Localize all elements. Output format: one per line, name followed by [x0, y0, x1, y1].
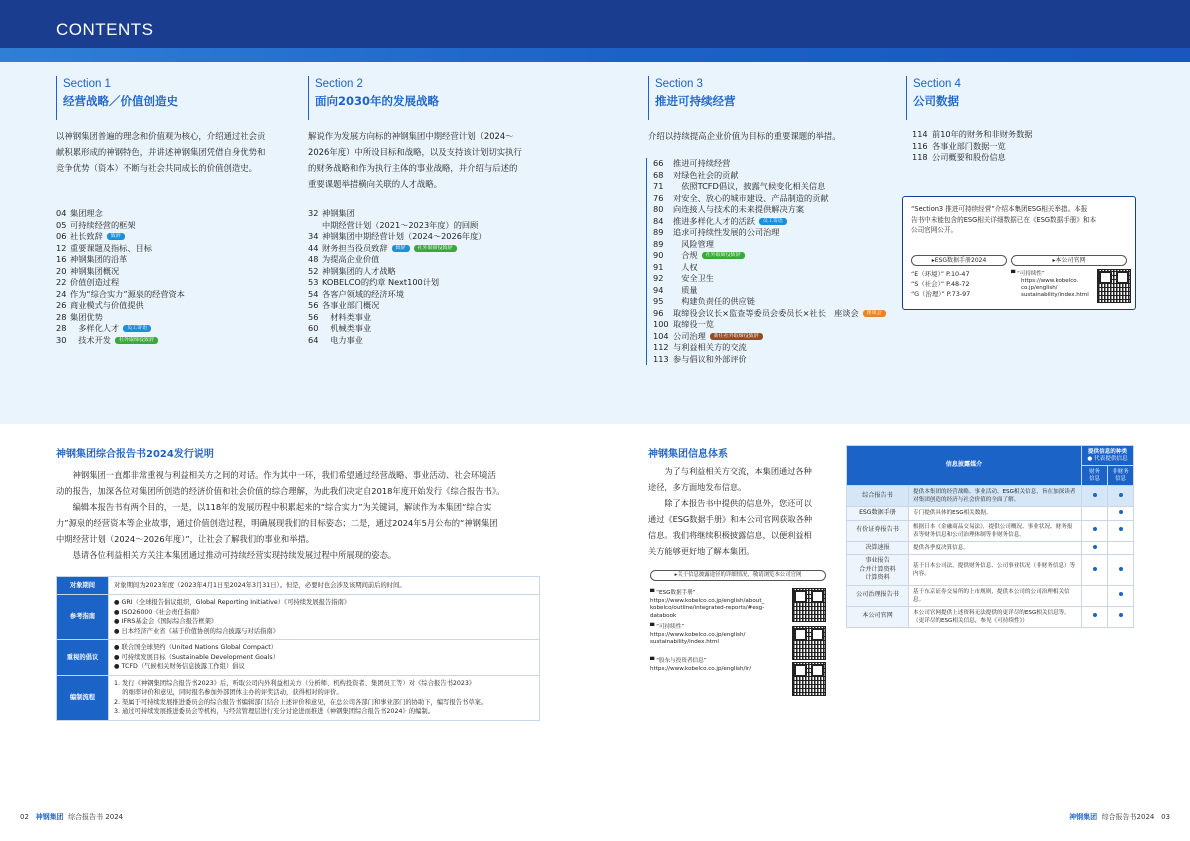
- table-row: 本公司官网 本公司官网提供上述资料无法提供的更详尽的ESG相关信息等。（更详尽的ESG相关信息，参见《可持续性》）: [847, 606, 1134, 627]
- toc-item[interactable]: [56, 266, 185, 278]
- toc-item[interactable]: [308, 231, 487, 243]
- info-links: [650, 590, 790, 673]
- toc-page-number: 12: [56, 242, 67, 253]
- toc-item[interactable]: [653, 193, 886, 205]
- toc-page-number: 34: [308, 231, 319, 241]
- toc-item[interactable]: [308, 300, 487, 312]
- toc-page-number: 26: [56, 300, 67, 310]
- qr-code-icon: [792, 588, 826, 622]
- table-row: 公司治理报告书 基于东京证券交易所的上市规则，提供本公司的公司治理相关信息。: [847, 585, 1134, 606]
- section-1-description: 以神钢集团普遍的理念和价值观为核心，介绍通过社会贡 献积累形成的神钢特色，并讲述神钢集团凭借自身优势和 竞争优势（资本）不断与社会共同成长的价值创造史。: [56, 131, 266, 173]
- toc-label: 各事业部门数据一览: [932, 140, 1006, 151]
- table-row: 参考指南 ● GRI（全球报告倡议组织，Global Reporting Initiative）《可持续发展报告指南》 ● ISO26000《社会责任指南》 ● IFRS基金会《国际综合报告框架》 ● 日本经济产业省《基于价值协创的综合披露与对话指南》: [57, 595, 540, 640]
- qr-code-icon: [792, 662, 826, 696]
- toc-item[interactable]: [308, 312, 487, 324]
- toc-page-number: 44: [308, 242, 319, 253]
- section-label: Section 1: [63, 78, 111, 90]
- header-bar: [0, 0, 1190, 48]
- issue-title: 神钢集团综合报告书2024发行说明: [56, 449, 214, 460]
- table-row: 有价证券报告书 根据日本《金融商品交易法》，提供公司概况、事业状况、财务报表等财务信息和公司治理体制等非财务信息。: [847, 520, 1134, 541]
- toc-badge: 员工寄语: [759, 218, 787, 225]
- toc-badge: 致辞: [107, 233, 125, 240]
- toc-item[interactable]: [653, 296, 886, 308]
- section-title: 推进可持续经营: [655, 94, 736, 108]
- info-system-body: 为了与利益相关方交流，本集团通过各种 途径，多方面地发布信息。 除了本报告书中提供的信息外，您还可以 通过《ESG数据手册》和本公司官网获取各种 信息。我们将继续积极披露信息，以便利益相 关方能够更好地了解本集团。: [648, 466, 813, 556]
- toc-label: 集团优势: [70, 311, 103, 322]
- toc-item[interactable]: [56, 277, 185, 289]
- page-number: 02: [20, 813, 29, 821]
- toc-label: 对安全、放心的城市建设、产品制造的贡献: [673, 192, 829, 203]
- toc-item[interactable]: [56, 243, 185, 255]
- table-row: ESG数据手册 专门提供具体的ESG相关数据。: [847, 507, 1134, 521]
- toc-page-number: 90: [653, 250, 664, 260]
- section-2: [308, 76, 542, 120]
- toc-label: 推进可持续经营: [673, 158, 731, 168]
- table-row: 重视的倡议 ● 联合国全球契约（United Nations Global Compact） ● 可持续发展目标（Sustainable Development Goals） ● TCFD（气候相关财务信息披露工作组）倡议: [57, 640, 540, 676]
- toc-page-number: 116: [912, 140, 928, 151]
- section-label: Section 3: [655, 78, 703, 90]
- toc-page-number: 56: [308, 311, 319, 322]
- toc-label: 风险管理: [673, 238, 714, 249]
- toc-label: 各事业部门概况: [322, 300, 380, 310]
- page-number: 03: [1161, 813, 1170, 821]
- section-title: 面向2030年的发展战略: [315, 94, 440, 108]
- toc-label: 构建负责任的供应链: [673, 296, 755, 306]
- table-row: 编制流程 1. 发行《神钢集团综合报告书2023》后，听取公司内外利益相关方（分析师、机构投资者、集团员工等）对《综合报告书2023》 的细率评价和意见，同时报名参加外部团体主办的评奖活动，获得相对的评价。 2. 渠属于可持续发展推进委员会的综合报告书编辑部门结合上述评价和意见，在总公司各部门和事业部门的协助下，编写报告书草案。 3. 通过可持续发展推进委员会等机构，与经营管理层进行充分讨论进而推进《神钢集团综合报告书2024》的编制。: [57, 675, 540, 720]
- monitor-icon: ▀: [1011, 271, 1016, 277]
- provided-dot-icon: [1093, 613, 1097, 617]
- toc-section-4: [912, 129, 1032, 164]
- toc-item[interactable]: [653, 216, 886, 228]
- toc-label: 技术开发: [70, 334, 111, 345]
- toc-label: 人权: [673, 261, 698, 272]
- toc-page-number: 22: [56, 277, 67, 287]
- toc-item[interactable]: [56, 335, 185, 347]
- toc-page-number: 32: [308, 208, 319, 218]
- esg-databook-url[interactable]: ▀ “ESG数据手册” https://www.kobelco.co.jp/english/about_ kobelco/outline/integrated-reports/#esg- databook: [650, 590, 765, 619]
- toc-item[interactable]: [653, 262, 886, 274]
- monitor-icon: ▀: [650, 624, 655, 630]
- footer-right: 神钢集团 综合报告书2024 03: [1069, 813, 1170, 821]
- toc-item[interactable]: [56, 208, 185, 220]
- toc-section-2: [308, 208, 487, 346]
- toc-item[interactable]: [308, 323, 487, 335]
- monitor-icon: ▀: [650, 658, 655, 664]
- footer-left: 02 神钢集团 综合报告书 2024: [20, 813, 124, 821]
- header-band: [0, 48, 1190, 62]
- toc-item[interactable]: [912, 141, 1032, 153]
- toc-page-number: 05: [56, 219, 67, 230]
- monitor-icon: ▀: [650, 590, 655, 596]
- toc-page-number: 64: [308, 334, 319, 345]
- toc-item[interactable]: [653, 227, 886, 239]
- toc-label: 公司概要和股份信息: [932, 152, 1006, 162]
- toc-page-number: 118: [912, 152, 928, 162]
- toc-badge: 新任社外取缔役致辞: [710, 333, 763, 340]
- toc-label: 中期经营计划（2021～2023年度）的回顾: [322, 219, 479, 230]
- toc-item[interactable]: [653, 354, 886, 366]
- toc-label: 材料类事业: [322, 311, 372, 322]
- toc-label: 商业模式与价值提供: [70, 300, 144, 310]
- toc-label: 财务担当役员致辞: [322, 242, 388, 253]
- toc-label: 神钢集团的沿革: [70, 254, 128, 264]
- toc-page-number: 89: [653, 238, 664, 249]
- toc-section-3: [646, 158, 886, 365]
- toc-page-number: 84: [653, 215, 664, 226]
- info-system-title: 神钢集团信息体系: [648, 449, 728, 460]
- toc-page-number: 06: [56, 231, 67, 241]
- toc-item[interactable]: [653, 204, 886, 216]
- toc-label: 多样化人才: [70, 323, 120, 333]
- toc-label: 前10年的财务和非财务数据: [932, 129, 1033, 139]
- section-1: [56, 76, 290, 120]
- toc-item[interactable]: [56, 312, 185, 324]
- toc-label: 神钢集团概况: [70, 265, 120, 276]
- toc-label: 电力事业: [322, 334, 363, 345]
- toc-item[interactable]: [56, 300, 185, 312]
- info-media-table: 信息披露媒介 提供信息的种类 ● 代表提供信息 财务 信息 非财务 信息 综合报告书 提供本集团的经营战略、事业活动、ESG相关信息，旨在加深读者对集团创造的经济与社会价值的全面了解。 ESG数据手册 专门提供具体的ESG相关数据。 有价证券报告书 根据日本《金融商品交易法》，提供公司概况、事业状况、财务报表等财务信息和公司治理体制等非财务信息。 决算速报 提供各季度决算信息。 事业报告 合并计算资料 计算资料 基于日本公司法，提供财务信息、公司事业状况（非财务信息）等内容。 公司治理报告书 基于东京证券交易所的上市规则，提供本公司的公司治理相关信息。 本公司官网 本公司官网提供上述资料无法提供的更详尽的ESG相关信息等。（更详尽的ESG相关信息，参见《可持续性》）: [846, 445, 1134, 628]
- provided-dot-icon: [1093, 527, 1097, 531]
- note-text: “Section3 推进可持续经营”介绍本集团ESG相关举措。本报 告书中未能包含的ESG相关详细数据已在《ESG数据手册》和本 公司官网公开。: [911, 205, 1097, 234]
- provided-dot-icon: [1119, 592, 1123, 596]
- toc-item[interactable]: [653, 239, 886, 251]
- toc-label: 追求可持续性发展的公司治理: [673, 227, 780, 237]
- toc-page-number: 71: [653, 181, 664, 191]
- toc-badge: 座谈会: [863, 310, 886, 317]
- table-row: 综合报告书 提供本集团的经营战略、事业活动、ESG相关信息，旨在加深读者对集团创造的经济与社会价值的全面了解。: [847, 486, 1134, 507]
- toc-item[interactable]: [653, 285, 886, 297]
- toc-label: 神钢集团的人才战略: [322, 265, 396, 276]
- toc-item[interactable]: [308, 266, 487, 278]
- toc-item[interactable]: [653, 331, 886, 343]
- toc-label: 集团理念: [70, 208, 103, 218]
- toc-page-number: 89: [653, 227, 664, 237]
- toc-item[interactable]: [653, 170, 886, 182]
- toc-label: 社长致辞: [70, 231, 103, 241]
- toc-label: 向连接人与技术的未来提供解决方案: [673, 204, 805, 214]
- section-label: Section 2: [315, 78, 363, 90]
- section-3: [648, 76, 882, 120]
- toc-page-number: 92: [653, 273, 664, 283]
- toc-item[interactable]: [653, 250, 886, 262]
- toc-item[interactable]: [653, 273, 886, 285]
- toc-label: 推进多样化人才的活跃: [673, 215, 755, 226]
- toc-badge: 致辞: [392, 245, 410, 252]
- toc-label: 重要课题及指标、目标: [70, 242, 152, 253]
- toc-item[interactable]: [653, 342, 886, 354]
- toc-page-number: 96: [653, 307, 664, 318]
- toc-badge: 员工寄语: [123, 325, 151, 332]
- toc-badge: 社外取缔役致辞: [115, 337, 158, 344]
- table-row: 决算速报 提供各季度决算信息。: [847, 541, 1134, 555]
- toc-label: 公司治理: [673, 330, 706, 341]
- toc-page-number: 16: [56, 254, 67, 264]
- toc-item[interactable]: [308, 243, 487, 255]
- section-label: Section 4: [913, 78, 961, 90]
- table-row: 事业报告 合并计算资料 计算资料 基于日本公司法，提供财务信息、公司事业状况（非财务信息）等内容。: [847, 555, 1134, 586]
- toc-label: 取缔役一览: [673, 319, 714, 329]
- toc-page-number: 28: [56, 311, 67, 322]
- section-title: 公司数据: [913, 94, 959, 108]
- toc-page-number: 30: [56, 334, 67, 345]
- sustainability-url[interactable]: ▀ “可持续性” https://www.kobelco.co.jp/english/ sustainability/index.html: [650, 624, 746, 645]
- toc-label: KOBELCO的约章 Next100计划: [322, 277, 440, 287]
- toc-item[interactable]: [308, 220, 487, 232]
- toc-label: 可持续经营的框架: [70, 219, 136, 230]
- toc-page-number: 100: [653, 319, 669, 329]
- provided-dot-icon: [1119, 567, 1123, 571]
- qr-code-icon: [1097, 269, 1131, 303]
- toc-item[interactable]: [653, 319, 886, 331]
- toc-page-number: 28: [56, 323, 67, 333]
- toc-label: 各客户领域的经济环境: [322, 288, 404, 299]
- toc-page-number: 114: [912, 129, 928, 139]
- issue-body: 神钢集团一直都非常重视与利益相关方之间的对话。作为其中一环，我们希望通过经营战略、事业活动、社会环境活 动的报告，加深各位对集团所创造的经济价值和社会价值的综合理解，为此我们决定自2018年度开始发行《综合报告书》。 编辑本报告书有两个目的，一是，以118年的发展历程中积累起来的“综合实力”为关键词，解读作为本集团“综合实 力”源泉的经营资本等企业故事，通过价值创造过程，明确展现我们的目标姿态；二是，通过2024年5月公布的“神钢集团 中期经营计划（2024～2026年度）”，让社会了解我们的事业和举措。 恳请各位利益相关方关注本集团通过推动可持续经营实现持续发展过程中所展现的姿态。: [56, 470, 505, 560]
- ir-url[interactable]: ▀ “股东与投资者信息” https://www.kobelco.co.jp/english/ir/: [650, 658, 752, 672]
- toc-page-number: 52: [308, 265, 319, 276]
- company-website-link[interactable]: ▸本公司官网: [1011, 255, 1127, 266]
- toc-item[interactable]: [308, 277, 487, 289]
- toc-page-number: 66: [653, 158, 664, 168]
- toc-badge: 社外取缔役致辞: [702, 252, 745, 259]
- toc-item[interactable]: [912, 152, 1032, 164]
- toc-item[interactable]: [308, 208, 487, 220]
- toc-item[interactable]: [56, 220, 185, 232]
- toc-label: 神钢集团: [322, 208, 355, 218]
- toc-page-number: 48: [308, 254, 319, 264]
- toc-page-number: 112: [653, 342, 669, 352]
- toc-label: 参与倡议和外部评价: [673, 353, 747, 364]
- toc-item[interactable]: [308, 289, 487, 301]
- toc-label: 安全卫生: [673, 273, 714, 283]
- toc-page-number: 104: [653, 330, 669, 341]
- toc-page-number: 76: [653, 192, 664, 203]
- toc-page-number: 60: [308, 323, 319, 333]
- toc-label: 合规: [673, 250, 698, 260]
- toc-page-number: 20: [56, 265, 67, 276]
- toc-page-number: 80: [653, 204, 664, 214]
- qr-code-icon: [792, 626, 826, 660]
- toc-page-number: 04: [56, 208, 67, 218]
- toc-item[interactable]: [56, 289, 185, 301]
- section-2-description: 解说作为发展方向标的神钢集团中期经营计划（2024～ 2026年度）中所设目标和战略，以及支持该计划切实执行 的财务战略和作为执行主体的事业战略，并介绍与后述的 重要课题举措横向关联的人才战略。: [308, 131, 522, 189]
- toc-page-number: 68: [653, 169, 664, 180]
- section-3-description: 介绍以持续提高企业价值为目标的重要课题的举措。: [648, 131, 841, 141]
- info-website-link[interactable]: ▸关于信息披露途径的详细情况，敬请浏览本公司官网: [650, 570, 826, 581]
- toc-page-number: 54: [308, 288, 319, 299]
- provided-dot-icon: [1119, 613, 1123, 617]
- toc-label: 神钢集团中期经营计划（2024～2026年度）: [322, 231, 487, 241]
- toc-label: 对绿色社会的贡献: [673, 169, 739, 180]
- toc-item[interactable]: [56, 323, 185, 335]
- toc-label: 价值创造过程: [70, 277, 120, 287]
- toc-badge: 社外取缔役致辞: [414, 245, 457, 252]
- provided-dot-icon: [1119, 493, 1123, 497]
- toc-label: 取缔役会议长×监查等委员会委员长×社长 座谈会: [673, 307, 859, 318]
- toc-page-number: 113: [653, 353, 669, 364]
- esg-databook-link[interactable]: ▸ESG数据手册2024: [911, 255, 1007, 266]
- table-row: 对象期间 对象期间为2023年度（2023年4月1日至2024年3月31日）。但是，必要时也会涉及该期间前后的时间。: [57, 577, 540, 595]
- toc-label: 与利益相关方的交流: [673, 342, 747, 352]
- provided-dot-icon: [1093, 567, 1097, 571]
- provided-dot-icon: [1093, 493, 1097, 497]
- toc-item[interactable]: [308, 254, 487, 266]
- esg-page-ranges: “E（环境）” P.10-47 “S（社会）” P.48-72 “G（治理）” P.73-97: [911, 270, 971, 298]
- page-title: CONTENTS: [56, 20, 154, 39]
- toc-label: 为提高企业价值: [322, 254, 380, 264]
- sustainability-link[interactable]: ▀ “可持续性” https://www.kobelco. co.jp/english/ sustainability/index.html: [1011, 271, 1089, 298]
- esg-note-box: [902, 196, 1136, 310]
- toc-item[interactable]: [56, 254, 185, 266]
- toc-item[interactable]: [308, 335, 487, 347]
- provided-dot-icon: [1119, 527, 1123, 531]
- toc-item[interactable]: [653, 158, 886, 170]
- toc-page-number: 56: [308, 300, 319, 310]
- editorial-policy-table: [56, 576, 540, 721]
- toc-page-number: 94: [653, 284, 664, 295]
- toc-label: 机械类事业: [322, 323, 372, 333]
- toc-item[interactable]: [56, 231, 185, 243]
- toc-item[interactable]: [653, 181, 886, 193]
- toc-item[interactable]: [912, 129, 1032, 141]
- section-title: 经营战略／价值创造史: [63, 94, 178, 108]
- provided-dot-icon: [1093, 545, 1097, 549]
- toc-section-1: [56, 208, 185, 346]
- toc-page-number: 24: [56, 288, 67, 299]
- toc-label: 依照TCFD倡议，披露气候变化相关信息: [673, 181, 826, 191]
- toc-label: 质量: [673, 284, 698, 295]
- toc-label: 作为“综合实力”源泉的经营资本: [70, 288, 185, 299]
- toc-page-number: 91: [653, 261, 664, 272]
- toc-item[interactable]: [653, 308, 886, 320]
- toc-page-number: 53: [308, 277, 319, 287]
- section-4: [906, 76, 1136, 120]
- toc-page-number: 95: [653, 296, 664, 306]
- provided-dot-icon: [1119, 510, 1123, 514]
